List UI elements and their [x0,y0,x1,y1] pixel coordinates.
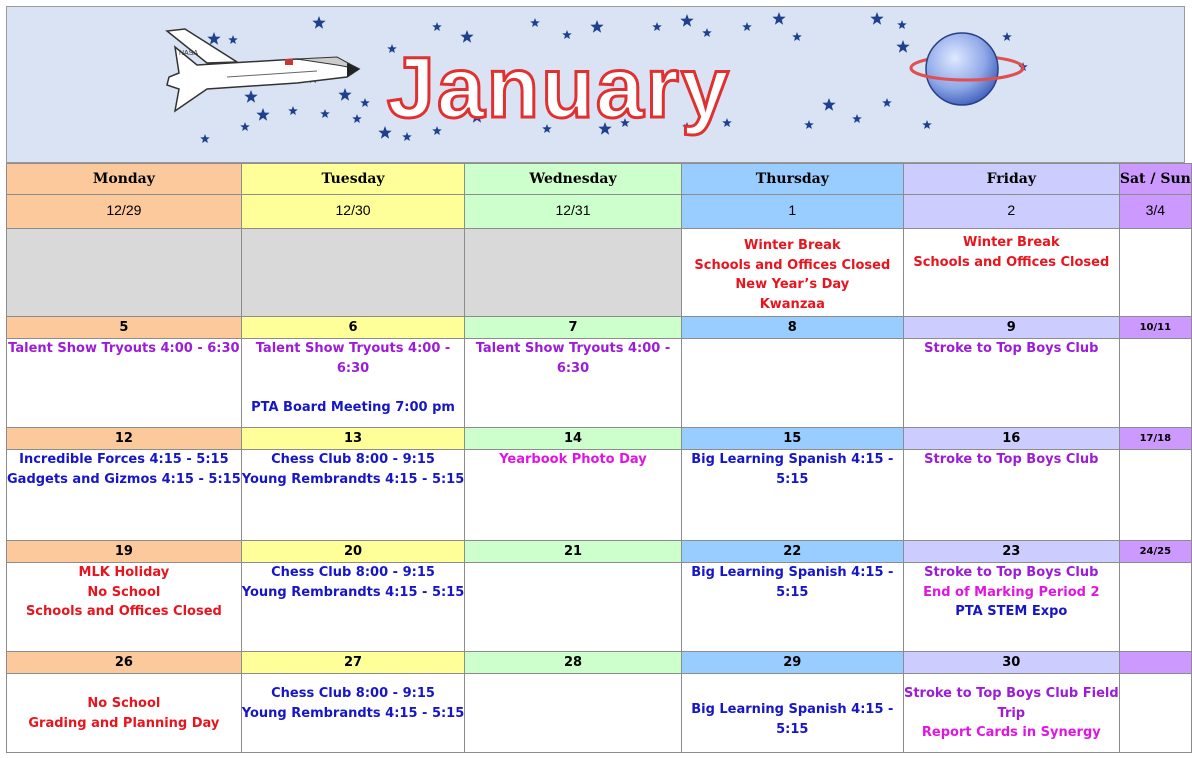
events-cell-wednesday [465,674,681,753]
star-icon [240,122,250,131]
date-cell-monday: 12 [7,428,242,450]
month-title: January [387,40,731,136]
date-cell-wednesday: 7 [465,317,681,339]
star-icon [897,20,907,29]
event-item: Young Rembrandts 4:15 - 5:15 [241,584,465,600]
date-cell-friday: 9 [903,317,1119,339]
events-cell-thursday [681,450,903,541]
event-item: Winter Break [744,238,841,253]
star-icon [360,98,370,107]
date-cell-weekend: 3/4 [1119,195,1191,229]
header-friday: Friday [903,164,1119,195]
star-icon [804,120,814,129]
date-cell-wednesday: 28 [465,652,681,674]
event-item: Talent Show Tryouts 4:00 - 6:30 [475,341,671,376]
date-cell-weekend [1119,652,1191,674]
event-item: Yearbook Photo Day [499,452,647,467]
date-cell-monday: 26 [7,652,242,674]
weekday-header-row [7,164,1192,195]
planet-icon [911,33,1023,105]
date-cell-thursday: 15 [681,428,903,450]
event-item: Chess Club 8:00 - 9:15 [271,565,435,580]
date-cell-friday: 16 [903,428,1119,450]
star-icon [590,20,603,33]
date-row [7,317,1192,339]
star-icon [338,88,351,101]
star-icon [352,114,362,123]
star-icon [562,30,572,39]
events-cell-tuesday [241,674,465,753]
events-cell-weekend [1119,339,1191,428]
star-icon [1002,32,1012,41]
star-icon [852,114,862,123]
banner-art [7,7,1185,163]
date-cell-weekend: 17/18 [1119,428,1191,450]
date-cell-thursday: 8 [681,317,903,339]
date-cell-wednesday: 14 [465,428,681,450]
date-cell-tuesday: 6 [241,317,465,339]
events-cell-wednesday [465,339,681,428]
date-cell-tuesday: 12/30 [241,195,465,229]
star-icon [244,90,257,103]
star-icon [742,22,752,31]
events-row [7,339,1192,428]
event-item: Big Learning Spanish 4:15 - 5:15 [691,702,894,737]
date-cell-monday: 5 [7,317,242,339]
event-item: Big Learning Spanish 4:15 - 5:15 [691,452,894,487]
events-cell-wednesday [465,229,681,317]
events-cell-thursday [681,339,903,428]
header-thursday: Thursday [681,164,903,195]
star-icon [256,108,269,121]
date-cell-friday: 2 [903,195,1119,229]
event-item: Winter Break [963,235,1060,250]
header-weekend: Sat / Sun [1119,164,1191,195]
header-tuesday: Tuesday [241,164,465,195]
date-cell-wednesday: 12/31 [465,195,681,229]
events-cell-weekend [1119,229,1191,317]
events-cell-wednesday [465,450,681,541]
date-cell-wednesday: 21 [465,541,681,563]
date-cell-tuesday: 27 [241,652,465,674]
events-row [7,563,1192,652]
event-item: PTA STEM Expo [955,604,1068,619]
events-cell-friday [903,563,1119,652]
event-item: Stroke to Top Boys Club Field Trip [903,686,1119,721]
event-item: Grading and Planning Day [28,715,220,731]
events-cell-monday [7,229,242,317]
event-item: Young Rembrandts 4:15 - 5:15 [241,705,465,721]
date-row [7,428,1192,450]
event-item: Talent Show Tryouts 4:00 - 6:30 [8,341,240,356]
event-item: End of Marking Period 2 [923,584,1100,600]
event-item: Young Rembrandts 4:15 - 5:15 [241,471,465,487]
events-row [7,450,1192,541]
event-item: MLK Holiday [78,565,170,580]
event-item: Incredible Forces 4:15 - 5:15 [19,452,229,467]
events-cell-thursday [681,563,903,652]
date-cell-thursday: 29 [681,652,903,674]
date-row [7,541,1192,563]
date-row [7,652,1192,674]
events-cell-friday [903,229,1119,317]
event-item: Chess Club 8:00 - 9:15 [271,686,435,701]
date-cell-weekend: 24/25 [1119,541,1191,563]
event-item: New Year’s Day [735,277,850,292]
events-cell-tuesday [241,339,465,428]
star-icon [680,14,693,27]
events-cell-friday [903,339,1119,428]
event-item: Chess Club 8:00 - 9:15 [271,452,435,467]
event-spacer [242,378,465,398]
event-item: PTA Board Meeting 7:00 pm [251,399,455,415]
star-icon [882,98,892,107]
events-cell-tuesday [241,450,465,541]
events-cell-monday [7,450,242,541]
star-icon [320,109,330,118]
events-cell-monday [7,339,242,428]
event-item: No School [87,696,161,711]
event-item: No School [87,584,161,600]
events-cell-friday [903,450,1119,541]
space-shuttle-icon [167,29,359,111]
event-item: Schools and Offices Closed [694,257,891,273]
header-monday: Monday [7,164,242,195]
events-cell-weekend [1119,450,1191,541]
star-icon [922,120,932,129]
star-icon [432,22,442,31]
shuttle-label: NASA [179,50,199,57]
date-cell-friday: 30 [903,652,1119,674]
star-icon [288,106,298,115]
events-cell-friday [903,674,1119,753]
events-cell-thursday [681,674,903,753]
star-icon [772,12,785,25]
event-item: Report Cards in Synergy [921,725,1101,740]
star-icon [792,32,802,41]
star-icon [822,98,835,111]
events-cell-monday [7,563,242,652]
events-cell-tuesday [241,229,465,317]
star-icon [207,32,220,45]
date-cell-monday: 19 [7,541,242,563]
star-icon [870,12,883,25]
event-item: Stroke to Top Boys Club [924,341,1099,356]
events-cell-wednesday [465,563,681,652]
events-cell-weekend [1119,674,1191,753]
star-icon [312,16,325,29]
date-cell-monday: 12/29 [7,195,242,229]
events-cell-thursday [681,229,903,317]
events-row [7,229,1192,317]
event-item: Stroke to Top Boys Club [924,452,1099,467]
event-item: Gadgets and Gizmos 4:15 - 5:15 [7,471,241,487]
date-cell-thursday: 22 [681,541,903,563]
events-cell-weekend [1119,563,1191,652]
event-item: Kwanzaa [759,296,825,312]
events-row [7,674,1192,753]
calendar-grid [6,163,1192,753]
date-cell-tuesday: 20 [241,541,465,563]
event-item: Big Learning Spanish 4:15 - 5:15 [691,565,894,600]
date-cell-tuesday: 13 [241,428,465,450]
event-item: Stroke to Top Boys Club [924,565,1099,580]
header-wednesday: Wednesday [465,164,681,195]
star-icon [702,28,712,37]
star-icon [652,22,662,31]
date-row [7,195,1192,229]
date-cell-weekend: 10/11 [1119,317,1191,339]
event-item: Schools and Offices Closed [25,604,222,619]
event-item: Schools and Offices Closed [913,254,1110,270]
star-icon [896,40,909,53]
star-icon [228,35,238,44]
events-cell-monday [7,674,242,753]
star-icon [200,134,210,143]
date-cell-thursday: 1 [681,195,903,229]
event-item: Talent Show Tryouts 4:00 - 6:30 [255,341,451,376]
calendar-banner [6,6,1185,163]
events-cell-tuesday [241,563,465,652]
date-cell-friday: 23 [903,541,1119,563]
star-icon [530,18,540,27]
